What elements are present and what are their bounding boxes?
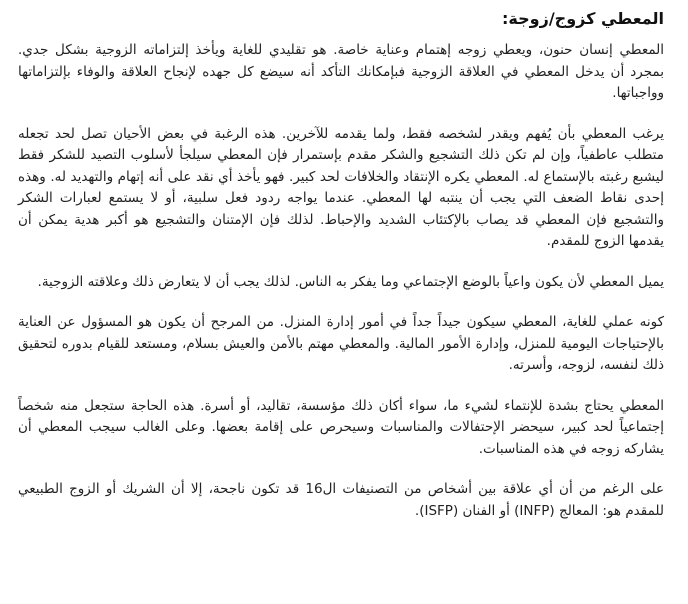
paragraph-ideal-partner: على الرغم من أن أي علاقة بين أشخاص من التصنيفات ال16 قد تكون ناجحة، إلا أن الشريك أو الزوج الطبيعي للمقدم هو: المعالج (INFP) أو الفنان (ISFP). <box>18 481 664 519</box>
paragraph-household-management: كونه عملي للغاية، المعطي سيكون جيداً جداً في أمور إدارة المنزل. من المرجح أن يكون هو المسؤول عن العناية بالإحتياجات اليومية للمنزل، وإدارة الأمور المالية. والمعطي مهتم بالأمن والعيش بسلام، ومستعد للقيام بدوره لتحقيق ذلك لنفسه، لزوجه، وأسرته. <box>18 314 664 373</box>
paragraph-married-commitment: المعطي إنسان حنون، ويعطي زوجه إهتمام وعناية خاصة. هو تقليدي للغاية ويأخذ إلتزاماته الزوجية بشكل جدي. بمجرد أن يدخل المعطي في العلاقة الزوجية فبإمكانك التأكد أنه سيضع كل جهده لإنجاح العلاقة والوفاء بإلتزاماتها وواجباتها. <box>18 42 664 101</box>
paragraph-appreciation-need: يرغب المعطي بأن يُفهم ويقدر لشخصه فقط، ولما يقدمه للآخرين. هذه الرغبة في بعض الأحيان تصل لحد تجعله متطلب عاطفياً، وإن لم تكن ذلك التشجيع والشكر مقدم بإستمرار فإن المعطي سيلجأ لأسلوب التصيد للشكر فقط ليشبع رغبته بالإستماع له. المعطي يكره الإنتقاد والخلافات لحد كبير. فهو يأخذ أي نقد على أنه إتهام والتهديد له. وهذه إحدى نقاط الضعف التي يجب أن ينتبه لها المعطي. عندما يواجه ردود فعل سلبية، أو لا يستمع لعبارات الشكر والتشجيع فإن المعطي قد يصاب بالإكتئاب الشديد والإحباط. لذلك فإن الإمتنان والتشجيع هو أكبر هدية يمكن أن يقدمها الزوج للمقدم. <box>18 125 664 249</box>
paragraph-social-awareness: يميل المعطي لأن يكون واعياً بالوضع الإجتماعي وما يفكر به الناس. لذلك يجب أن لا يتعارض ذلك وعلاقته الزوجية. <box>37 273 664 290</box>
article-title: المعطي كزوج/زوجة: <box>502 9 664 28</box>
paragraph-belonging: المعطي يحتاج بشدة للإنتماء لشيء ما، سواء أكان ذلك مؤسسة، تقاليد، أو أسرة. هذه الحاجة ستجعل منه شخصاً إجتماعياً لحد كبير، سيحضر الإحتفالات والمناسبات وسيحرص على إقامة بعضها. وعلى الغالب سيجب المعطي أن يشاركه زوجه في هذه المناسبات. <box>18 397 664 457</box>
